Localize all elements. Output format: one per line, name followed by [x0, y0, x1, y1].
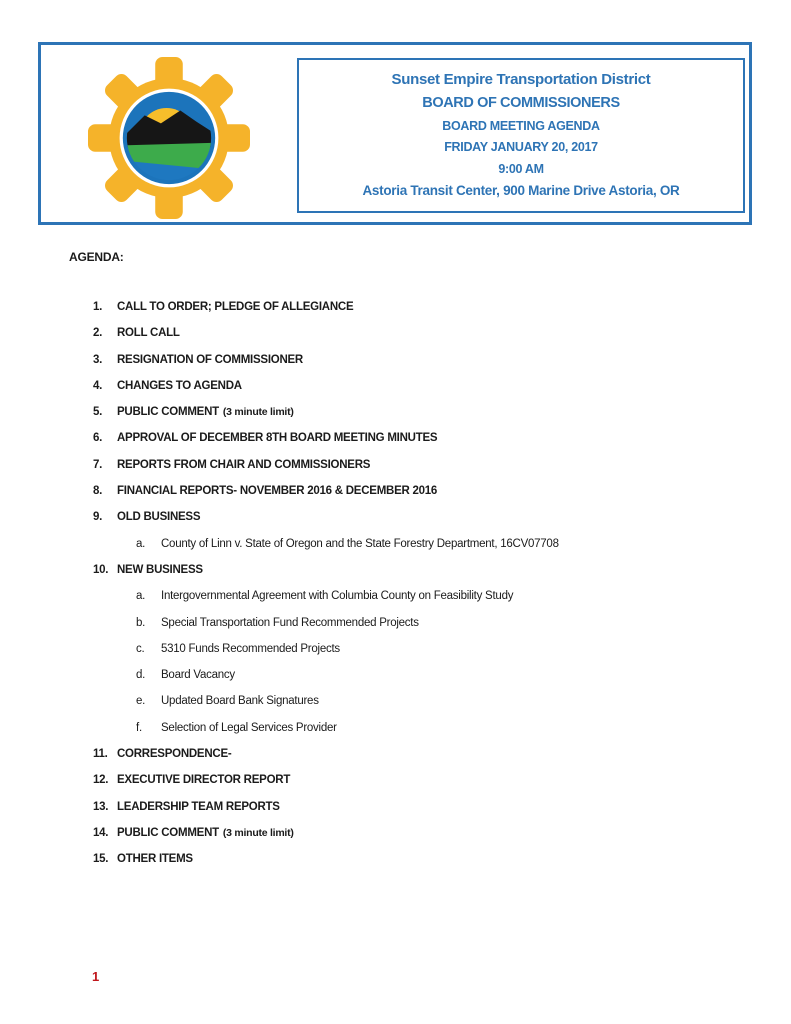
meeting-date: FRIDAY JANUARY 20, 2017 [444, 140, 598, 155]
agenda-subitem-10b [93, 617, 743, 643]
agenda-item-text: PUBLIC COMMENT [117, 826, 219, 839]
agenda-subitem-10d [93, 669, 743, 695]
agenda-item-number: 9. [93, 511, 103, 524]
agenda-item-number: 15. [93, 853, 109, 866]
agenda-subitem-letter: a. [136, 537, 146, 550]
document-header-box [38, 42, 752, 225]
agenda-item-text: APPROVAL OF DECEMBER 8TH BOARD MEETING MINUTES [117, 432, 438, 445]
agenda-item-1 [93, 301, 743, 327]
agenda-subitem-10e [93, 695, 743, 721]
agenda-item-4 [93, 380, 743, 406]
board-title: BOARD OF COMMISSIONERS [422, 95, 620, 112]
agenda-item-text: REPORTS FROM CHAIR AND COMMISSIONERS [117, 458, 371, 471]
agenda-item-3 [93, 354, 743, 380]
setd-gear-logo-icon [85, 57, 253, 219]
agenda-item-number: 4. [93, 379, 103, 392]
agenda-item-number: 3. [93, 353, 103, 366]
agenda-subitem-10c [93, 643, 743, 669]
meeting-time: 9:00 AM [498, 161, 544, 176]
agenda-subitem-text: Intergovernmental Agreement with Columbia County on Feasibility Study [161, 590, 514, 603]
agenda-item-number: 14. [93, 826, 109, 839]
document-type: BOARD MEETING AGENDA [442, 118, 600, 133]
agenda-subitem-9a [93, 538, 743, 564]
agenda-item-5 [93, 406, 743, 432]
agenda-item-15 [93, 853, 743, 879]
agenda-item-note: (3 minute limit) [222, 406, 294, 419]
agenda-subitem-text: Updated Board Bank Signatures [161, 695, 319, 708]
agenda-item-number: 12. [93, 774, 109, 787]
agenda-heading: AGENDA: [69, 250, 124, 264]
agenda-item-10 [93, 564, 743, 590]
agenda-item-text: ROLL CALL [117, 327, 180, 340]
agenda-subitem-text: Board Vacancy [161, 669, 235, 682]
agenda-item-12 [93, 774, 743, 800]
agenda-item-11 [93, 748, 743, 774]
agenda-item-number: 2. [93, 327, 103, 340]
agenda-subitem-letter: c. [136, 642, 145, 655]
agenda-item-text: EXECUTIVE DIRECTOR REPORT [117, 774, 291, 787]
agenda-subitem-text: County of Linn v. State of Oregon and the State Forestry Department, 16CV07708 [161, 537, 559, 550]
setd-gear-logo-svg [85, 57, 253, 219]
agenda-item-text: CHANGES TO AGENDA [117, 379, 242, 392]
agenda-item-number: 1. [93, 301, 103, 313]
agenda-item-text: CORRESPONDENCE- [117, 748, 232, 761]
agenda-item-number: 7. [93, 458, 103, 471]
agenda-item-8 [93, 485, 743, 511]
agenda-item-text: FINANCIAL REPORTS- NOVEMBER 2016 & DECEMBER 2016 [117, 485, 438, 498]
agenda-item-6 [93, 432, 743, 458]
agenda-subitem-10a [93, 590, 743, 616]
agenda-item-text: NEW BUSINESS [117, 563, 203, 576]
agenda-subitem-text: Selection of Legal Services Provider [161, 721, 337, 734]
agenda-item-note: (3 minute limit) [222, 826, 294, 839]
agenda-item-text: LEADERSHIP TEAM REPORTS [117, 800, 280, 813]
agenda-item-number: 10. [93, 563, 109, 576]
agenda-subitem-text: 5310 Funds Recommended Projects [161, 642, 340, 655]
agenda-list [93, 301, 743, 880]
agenda-subitem-10f [93, 722, 743, 748]
agenda-item-text: RESIGNATION OF COMMISSIONER [117, 353, 303, 366]
agenda-item-9 [93, 511, 743, 537]
meeting-location: Astoria Transit Center, 900 Marine Drive Astoria, OR [362, 183, 680, 199]
agenda-item-2 [93, 327, 743, 353]
agenda-item-13 [93, 801, 743, 827]
agenda-subitem-letter: d. [136, 669, 146, 682]
agenda-item-number: 6. [93, 432, 103, 445]
agenda-subitem-text: Special Transportation Fund Recommended Projects [161, 616, 419, 629]
org-name: Sunset Empire Transportation District [391, 70, 651, 88]
agenda-item-text: OLD BUSINESS [117, 511, 201, 524]
agenda-item-number: 13. [93, 800, 109, 813]
agenda-subitem-letter: a. [136, 590, 146, 603]
agenda-subitem-letter: e. [136, 695, 146, 708]
agenda-subitem-letter: b. [136, 616, 146, 629]
agenda-item-number: 8. [93, 485, 103, 498]
agenda-item-text: CALL TO ORDER; PLEDGE OF ALLEGIANCE [117, 301, 354, 313]
header-title-box [297, 58, 745, 213]
agenda-item-number: 11. [93, 748, 108, 761]
agenda-subitem-letter: f. [136, 721, 142, 734]
agenda-item-text: PUBLIC COMMENT [117, 406, 219, 419]
agenda-item-14 [93, 827, 743, 853]
agenda-item-7 [93, 459, 743, 485]
agenda-item-number: 5. [93, 406, 103, 419]
agenda-item-text: OTHER ITEMS [117, 853, 193, 866]
page-number: 1 [92, 969, 100, 984]
